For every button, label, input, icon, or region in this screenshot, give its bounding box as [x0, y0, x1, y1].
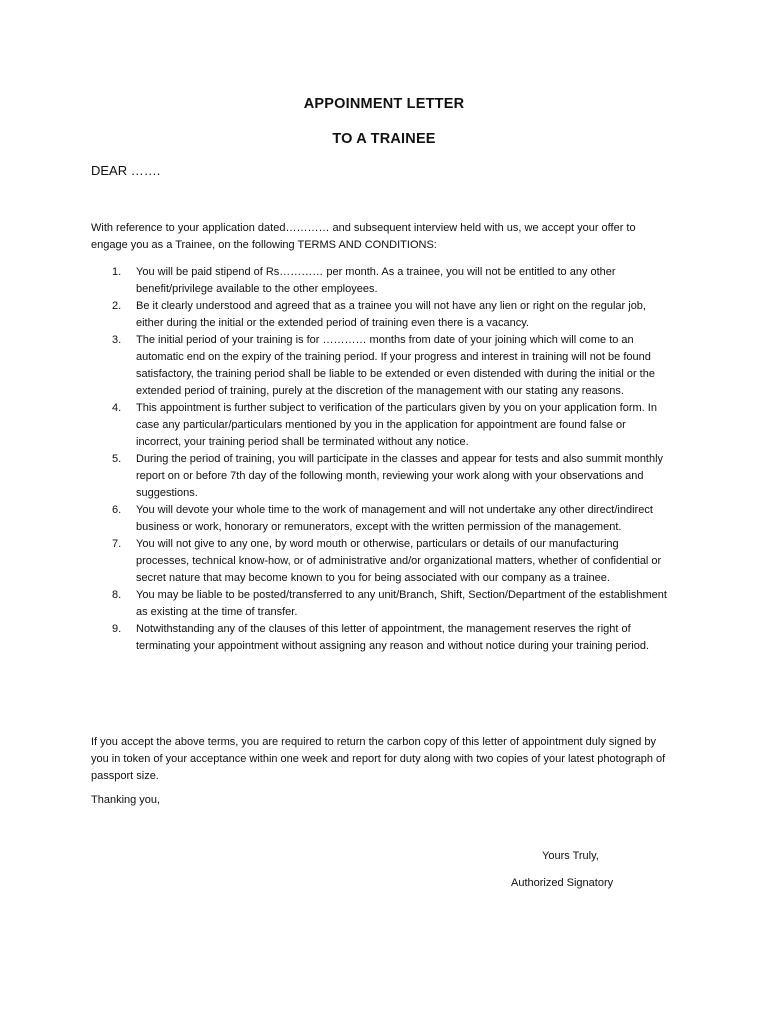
- term-number: 7.: [112, 538, 122, 550]
- term-text: You may be liable to be posted/transferred to any unit/Branch, Shift, Section/Department of the establishment as existing at the time of transfer.: [136, 589, 667, 618]
- term-number: 5.: [112, 453, 122, 465]
- term-text: You will not give to any one, by word mouth or otherwise, particulars or details of our manufacturing processes, technical know-how, or of administrative and/or organizational matters, whether of confidential or secret nature that may become known to you for being associated with our company as a trainee.: [136, 538, 662, 584]
- term-text: Be it clearly understood and agreed that as a trainee you will not have any lien or right on the regular job, either during the initial or the extended period of training even there is a vacancy.: [136, 300, 646, 329]
- term-number: 9.: [112, 623, 122, 635]
- intro-paragraph: With reference to your application dated………… and subsequent interview held with us, we accept your offer to engage you as a Trainee, on the following TERMS AND CONDITIONS:: [91, 222, 636, 251]
- salutation: DEAR …….: [91, 163, 161, 178]
- term-text: You will devote your whole time to the work of management and will not undertake any other direct/indirect business or work, honorary or remunerators, except with the written permission of the management.: [136, 504, 653, 533]
- term-item: [91, 502, 671, 536]
- term-number: 1.: [112, 266, 122, 278]
- term-item: [91, 332, 671, 400]
- term-number: 8.: [112, 589, 122, 601]
- term-item: [91, 298, 671, 332]
- term-text: You will be paid stipend of Rs………… per month. As a trainee, you will not be entitled to any other benefit/privilege available to the other employees.: [136, 266, 616, 295]
- term-number: 4.: [112, 402, 122, 414]
- term-item: [91, 400, 671, 451]
- term-item: [91, 536, 671, 587]
- term-number: 6.: [112, 504, 122, 516]
- terms-list: [91, 264, 671, 655]
- term-item: [91, 621, 671, 655]
- term-text: During the period of training, you will participate in the classes and appear for tests and also summit monthly report on or before 7th day of the following month, reviewing your work along with your observations and suggestions.: [136, 453, 664, 499]
- closing-paragraph: If you accept the above terms, you are required to return the carbon copy of this letter of appointment duly signed by you in token of your acceptance within one week and report for duty along with two copies of your latest photograph of passport size.: [91, 736, 666, 782]
- sign-off: Yours Truly,: [542, 850, 599, 862]
- term-text: The initial period of your training is for ………… months from date of your joining which will come to an automatic end on the expiry of the training period. If your progress and interest in training will not be found satisfactory, the training period shall be liable to be extended or even distended with during the initial or the extended period of training, purely at the discretion of the management with our stating any reasons.: [136, 334, 655, 397]
- term-item: [91, 587, 671, 621]
- authorized-signatory: Authorized Signatory: [511, 877, 614, 889]
- term-item: [91, 451, 671, 502]
- term-number: 3.: [112, 334, 122, 346]
- letter-subtitle: TO A TRAINEE: [332, 131, 436, 147]
- term-item: [91, 264, 671, 298]
- thanks-line: Thanking you,: [91, 794, 161, 806]
- term-text: Notwithstanding any of the clauses of this letter of appointment, the management reserves the right of terminating your appointment without assigning any reason and without notice during your training period.: [136, 623, 650, 652]
- letter-title: APPOINMENT LETTER: [303, 96, 465, 112]
- term-text: This appointment is further subject to verification of the particulars given by you on your application form. In case any particular/particulars mentioned by you in the application for appointment are found false or incorrect, your training period shall be terminated without any notice.: [136, 402, 657, 448]
- term-number: 2.: [112, 300, 122, 312]
